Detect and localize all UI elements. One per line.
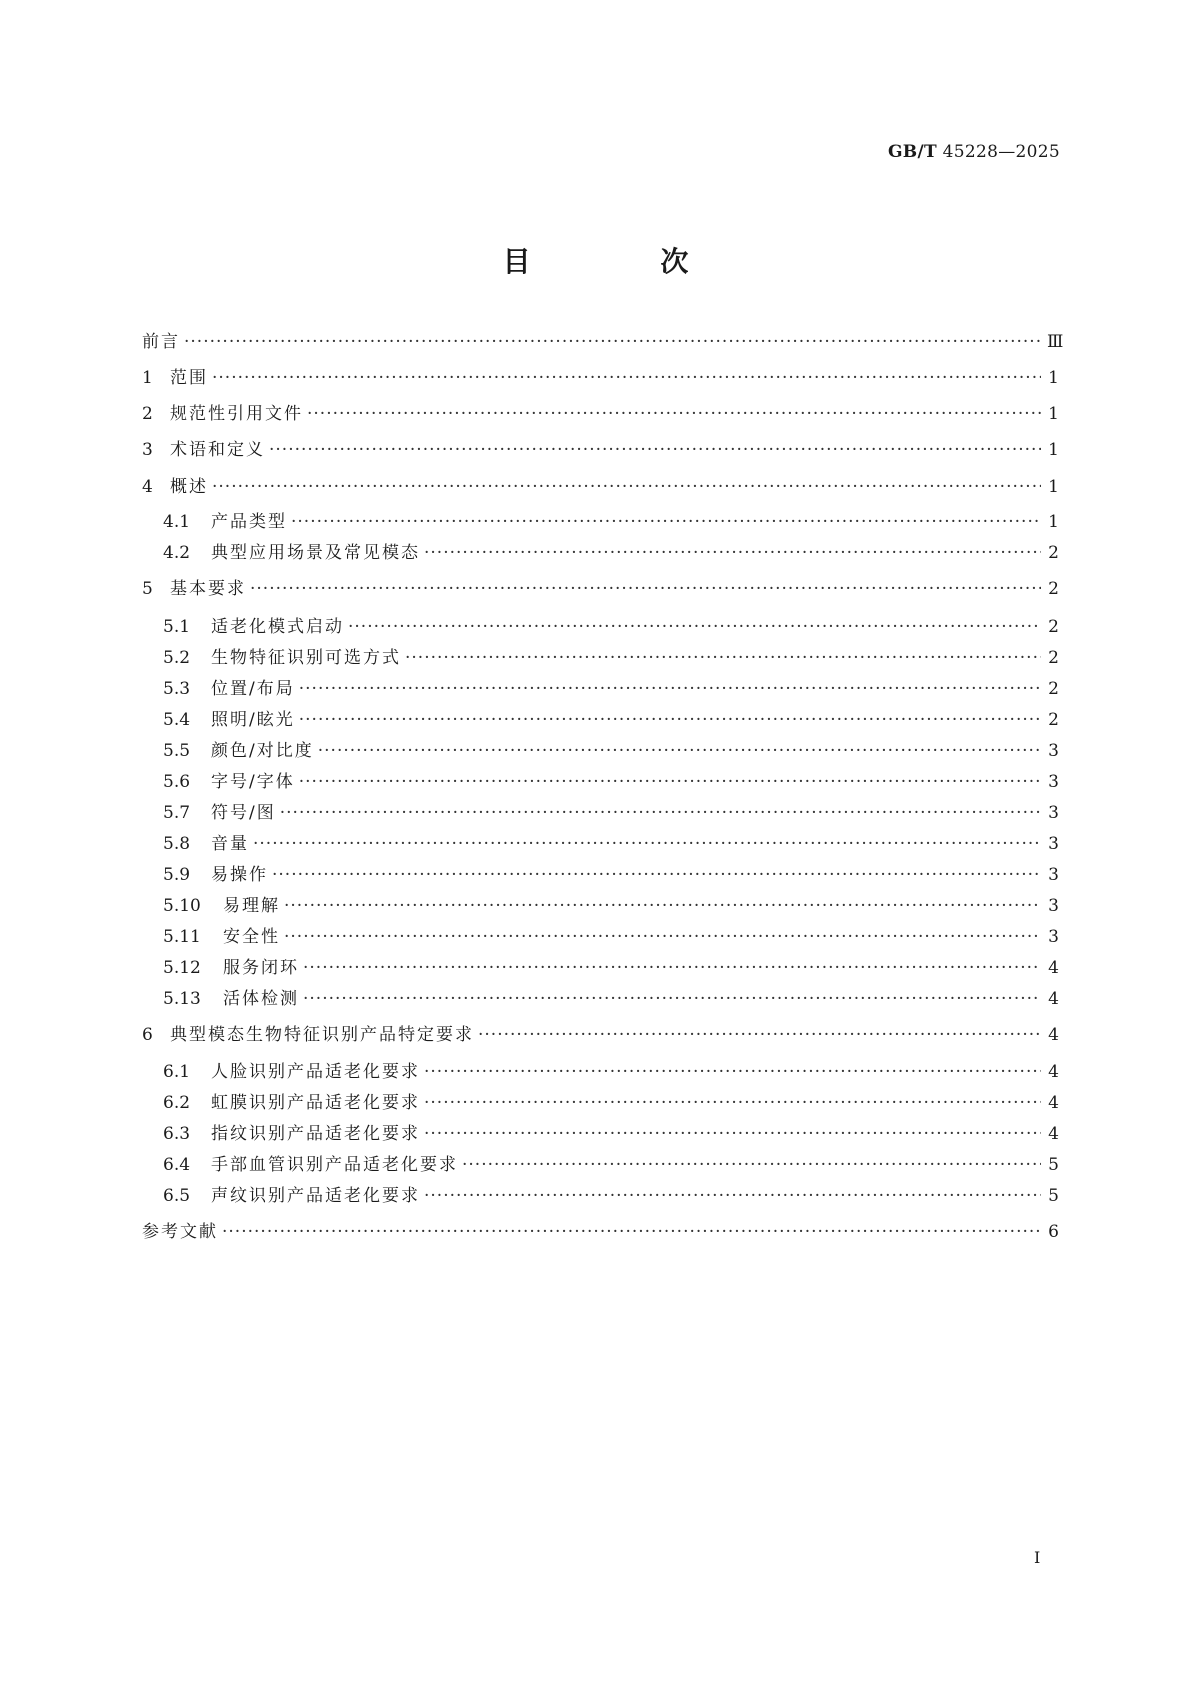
dot-leader	[222, 1220, 1041, 1244]
toc-entry-number: 4	[142, 477, 153, 497]
toc-entry-number: 5.3	[163, 679, 191, 699]
toc-entry-5-3[interactable]	[142, 677, 1059, 701]
toc-entry-page: 1	[1048, 368, 1059, 388]
dot-leader	[284, 925, 1041, 949]
toc-entry-number: 5.7	[163, 803, 191, 823]
page-number: Ⅰ	[1034, 1548, 1041, 1567]
toc-entry-page: 5	[1048, 1155, 1059, 1175]
toc-entry-number: 5.8	[163, 834, 191, 854]
toc-entry-page: 2	[1048, 710, 1059, 730]
toc-entry-label: 位置/布局	[211, 679, 295, 699]
toc-entry-1[interactable]	[142, 366, 1059, 390]
dot-leader	[284, 894, 1041, 918]
toc-entry-number: 5.1	[163, 617, 191, 637]
toc-entry-number: 5.10	[163, 896, 201, 916]
toc-entry-4-1[interactable]	[142, 510, 1059, 534]
toc-entry-label: 概述	[170, 477, 208, 497]
dot-leader	[250, 577, 1041, 601]
toc-entry-label: 符号/图	[211, 803, 276, 823]
dot-leader	[424, 1184, 1041, 1208]
toc-entry-label: 手部血管识别产品适老化要求	[211, 1155, 458, 1175]
toc-entry-label: 前言	[142, 332, 180, 352]
toc-entry-number: 1	[142, 368, 153, 388]
dot-leader	[184, 330, 1041, 354]
toc-entry-label: 指纹识别产品适老化要求	[211, 1124, 420, 1144]
toc-entry-label: 参考文献	[142, 1222, 218, 1242]
toc-entry-page: 4	[1048, 1124, 1059, 1144]
toc-entry-page: 4	[1048, 989, 1059, 1009]
dot-leader	[291, 510, 1041, 534]
toc-entry-label: 颜色/对比度	[211, 741, 314, 761]
toc-entry-label: 服务闭环	[223, 958, 299, 978]
toc-entry-page: 2	[1048, 579, 1059, 599]
toc-entry-label: 易理解	[223, 896, 280, 916]
toc-entry-number: 6	[142, 1025, 153, 1045]
toc-entry-number: 4.1	[163, 512, 191, 532]
toc-entry-page: 5	[1048, 1186, 1059, 1206]
toc-entry-6-1[interactable]	[142, 1060, 1059, 1084]
toc-entry-6-2[interactable]	[142, 1091, 1059, 1115]
toc-entry-label: 典型应用场景及常见模态	[211, 543, 420, 563]
toc-entry-5-9[interactable]	[142, 863, 1059, 887]
dot-leader	[424, 541, 1041, 565]
toc-entry-page: 1	[1048, 404, 1059, 424]
dot-leader	[269, 438, 1041, 462]
toc-entry-4[interactable]	[142, 475, 1059, 499]
toc-entry-label: 范围	[170, 368, 208, 388]
dot-leader	[303, 956, 1041, 980]
toc-entry-6-4[interactable]	[142, 1153, 1059, 1177]
toc-entry-5-12[interactable]	[142, 956, 1059, 980]
toc-entry-4-2[interactable]	[142, 541, 1059, 565]
dot-leader	[405, 646, 1041, 670]
toc-entry-page: 1	[1048, 512, 1059, 532]
toc-entry-label: 活体检测	[223, 989, 299, 1009]
toc-entry-page: 1	[1048, 477, 1059, 497]
toc-entry-5-2[interactable]	[142, 646, 1059, 670]
toc-entry-number: 6.4	[163, 1155, 191, 1175]
dot-leader	[212, 475, 1041, 499]
toc-entry-number: 3	[142, 440, 153, 460]
toc-entry-6-5[interactable]	[142, 1184, 1059, 1208]
toc-entry-label: 典型模态生物特征识别产品特定要求	[170, 1025, 474, 1045]
dot-leader	[424, 1122, 1041, 1146]
toc-entry-page: 6	[1048, 1222, 1059, 1242]
toc-entry-5-4[interactable]	[142, 708, 1059, 732]
toc-entry-5-11[interactable]	[142, 925, 1059, 949]
toc-entry-page: 3	[1048, 772, 1059, 792]
toc-entry-page: 2	[1048, 679, 1059, 699]
toc-entry-label: 术语和定义	[170, 440, 265, 460]
toc-entry-label: 人脸识别产品适老化要求	[211, 1062, 420, 1082]
toc-entry-number: 5.12	[163, 958, 201, 978]
toc-entry-number: 2	[142, 404, 153, 424]
toc-entry-page: 3	[1048, 834, 1059, 854]
toc-entry-bibliography[interactable]	[142, 1220, 1059, 1244]
toc-entry-page: 3	[1048, 803, 1059, 823]
toc-entry-label: 声纹识别产品适老化要求	[211, 1186, 420, 1206]
toc-entry-6[interactable]	[142, 1023, 1059, 1047]
toc-entry-label: 照明/眩光	[211, 710, 295, 730]
dot-leader	[348, 615, 1041, 639]
dot-leader	[307, 402, 1041, 426]
toc-entry-2[interactable]	[142, 402, 1059, 426]
toc-entry-number: 5.4	[163, 710, 191, 730]
toc-entry-number: 6.3	[163, 1124, 191, 1144]
toc-entry-number: 6.5	[163, 1186, 191, 1206]
toc-entry-6-3[interactable]	[142, 1122, 1059, 1146]
toc-entry-page: 4	[1048, 1062, 1059, 1082]
toc-entry-page: Ⅲ	[1047, 332, 1064, 352]
dot-leader	[280, 801, 1041, 825]
toc-entry-label: 字号/字体	[211, 772, 295, 792]
toc-entry-number: 5.2	[163, 648, 191, 668]
toc-entry-5[interactable]	[142, 577, 1059, 601]
dot-leader	[212, 366, 1041, 390]
toc-entry-number: 5.13	[163, 989, 201, 1009]
toc-entry-label: 基本要求	[170, 579, 246, 599]
toc-entry-foreword[interactable]	[142, 330, 1064, 354]
toc-entry-number: 5.6	[163, 772, 191, 792]
toc-entry-page: 2	[1048, 617, 1059, 637]
dot-leader	[253, 832, 1041, 856]
toc-entry-5-7[interactable]	[142, 801, 1059, 825]
dot-leader	[299, 677, 1041, 701]
toc-entry-page: 3	[1048, 896, 1059, 916]
dot-leader	[462, 1153, 1041, 1177]
toc-entry-page: 4	[1048, 1025, 1059, 1045]
standard-number: 45228—2025	[942, 142, 1060, 162]
toc-entry-page: 4	[1048, 958, 1059, 978]
toc-entry-page: 1	[1048, 440, 1059, 460]
toc-entry-page: 2	[1048, 648, 1059, 668]
toc-entry-label: 虹膜识别产品适老化要求	[211, 1093, 420, 1113]
toc-entry-label: 生物特征识别可选方式	[211, 648, 401, 668]
toc-entry-page: 4	[1048, 1093, 1059, 1113]
dot-leader	[299, 770, 1041, 794]
toc-entry-label: 适老化模式启动	[211, 617, 344, 637]
toc-entry-3[interactable]	[142, 438, 1059, 462]
dot-leader	[299, 708, 1041, 732]
toc-entry-page: 3	[1048, 865, 1059, 885]
toc-entry-number: 6.2	[163, 1093, 191, 1113]
toc-entry-label: 规范性引用文件	[170, 404, 303, 424]
toc-entry-number: 5.11	[163, 927, 201, 947]
dot-leader	[303, 987, 1041, 1011]
dot-leader	[424, 1060, 1041, 1084]
standard-code	[888, 142, 1060, 162]
toc-entry-5-10[interactable]	[142, 894, 1059, 918]
dot-leader	[318, 739, 1041, 763]
toc-entry-label: 音量	[211, 834, 249, 854]
dot-leader	[478, 1023, 1041, 1047]
page-title: 目 次	[502, 245, 749, 278]
toc-entry-page: 3	[1048, 927, 1059, 947]
toc-entry-page: 2	[1048, 543, 1059, 563]
toc-entry-5-13[interactable]	[142, 987, 1059, 1011]
toc-entry-page: 3	[1048, 741, 1059, 761]
toc-entry-number: 5	[142, 579, 153, 599]
toc-entry-5-5[interactable]	[142, 739, 1059, 763]
dot-leader	[272, 863, 1041, 887]
toc-entry-number: 4.2	[163, 543, 191, 563]
toc-entry-label: 安全性	[223, 927, 280, 947]
toc-entry-number: 5.9	[163, 865, 191, 885]
dot-leader	[424, 1091, 1041, 1115]
toc-entry-5-8[interactable]	[142, 832, 1059, 856]
toc-entry-label: 产品类型	[211, 512, 287, 532]
toc-entry-5-6[interactable]	[142, 770, 1059, 794]
standard-prefix: GB/T	[887, 142, 937, 162]
toc-entry-number: 5.5	[163, 741, 191, 761]
toc-entry-5-1[interactable]	[142, 615, 1059, 639]
toc-entry-label: 易操作	[211, 865, 268, 885]
toc-entry-number: 6.1	[163, 1062, 191, 1082]
